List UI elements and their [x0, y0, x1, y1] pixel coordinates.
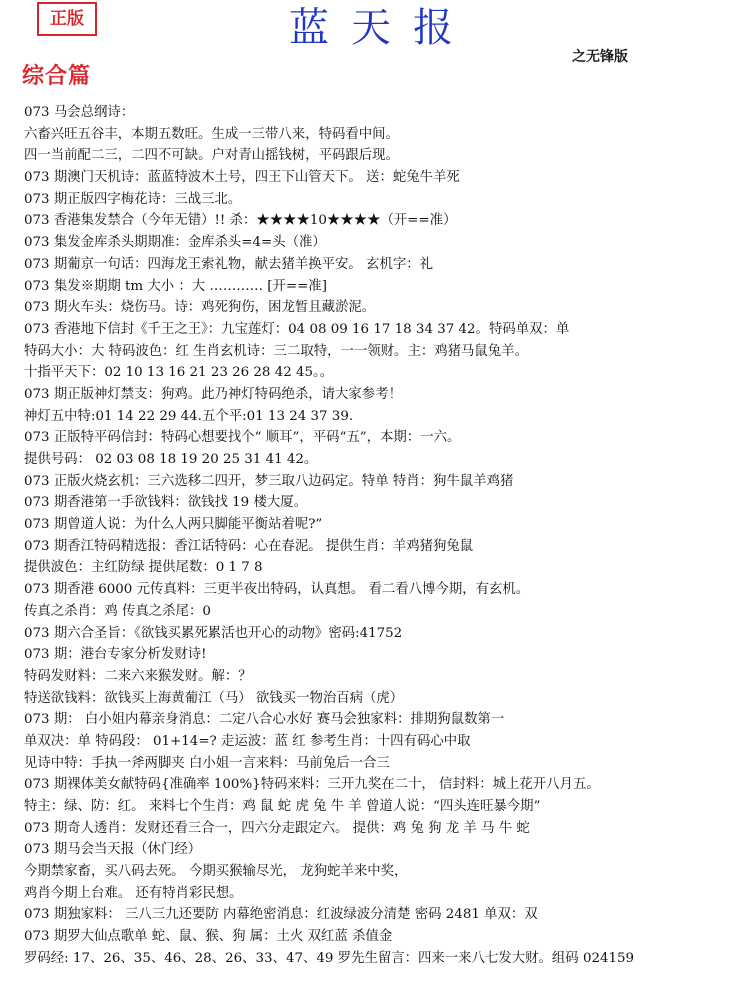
text-line: 073 期六合圣旨：《欲钱买累死累活也开心的动物》密码:41752: [24, 625, 403, 641]
text-line: 特送欲钱料：欲钱买上海黄葡江（马） 欲钱买一物治百病（虎）: [24, 690, 404, 706]
text-line: 073 期正版神灯禁支：狗鸡。此乃神灯特码绝杀，请大家参考！: [24, 386, 402, 402]
text-line: 073 期香江特码精选报：香江话特码：心在春泥。 提供生肖：羊鸡猪狗兔鼠: [24, 538, 474, 554]
content-lines: [24, 102, 740, 970]
text-line: 073 期火车头：烧伤马。诗：鸡死狗伤，困龙暂且藏淤泥。: [24, 300, 376, 316]
text-line: 罗码经: 17、26、35、46、28、26、33、47、49 罗先生留言：四来一来八七发大财。组码 024159: [24, 950, 635, 966]
text-line: 073 马会总纲诗：: [24, 105, 135, 120]
text-line: 073 期奇人透肖：发财还看三合一，四六分走跟定六。 提供：鸡 兔 狗 龙 羊 马 牛 蛇: [24, 820, 530, 836]
text-line: 073 期澳门天机诗：蓝蓝特波木土号，四王下山管天下。 送：蛇兔牛羊死: [24, 170, 460, 186]
text-line: 073 期罗大仙点歌单 蛇、鼠、猴、狗 属：土火 双红蓝 杀值金: [24, 929, 393, 945]
text-line: 四一当前配二三，二四不可缺。户对青山摇钱树，平码跟后现。: [24, 148, 399, 164]
text-line: 073 期裸体美女献特码{准确率 100%}特码来料：三开九奖在二十， 信封料：城上花开八月五。: [24, 777, 600, 793]
text-line: 073 期：港台专家分析发财诗!: [24, 647, 207, 663]
text-line: 见诗中特：手执一斧两脚夹 白小姐一言来料：马前兔后一合三: [24, 755, 390, 771]
text-line: 073 期曾道人说：为什么人两只脚能平衡站着呢?”: [24, 517, 323, 533]
text-line: 传真之杀肖：鸡 传真之杀尾：0: [24, 603, 211, 619]
text-line: 特码发财料：二来六来猴发财。解：？: [24, 668, 252, 684]
text-line: 鸡肖今期上台难。 还有特肖彩民想。: [24, 885, 243, 901]
text-line: 今期禁家畜，买八码去死。 今期买猴输尽光， 龙狗蛇羊来中奖，: [24, 864, 408, 880]
text-line: 073 正版火烧玄机：三六选移二四开，梦三取八边码定。特单 特肖：狗牛鼠羊鸡猪: [24, 473, 514, 489]
text-line: 六畜兴旺五谷丰，本期五数旺。生成一三带八来，特码看中间。: [24, 126, 399, 142]
page-title: 蓝天报: [289, 5, 475, 51]
text-line: 提供号码： 02 03 08 18 19 20 25 31 41 42。: [24, 452, 318, 467]
text-line: 特码大小：大 特码波色：红 生肖玄机诗：三二取特，一一领财。主：鸡猪马鼠兔羊。: [24, 343, 528, 359]
text-line: 十指平天下：02 10 13 16 21 23 26 28 42 45。。: [24, 365, 334, 381]
text-line: 073 香港集发禁合（今年无错）!! 杀：★★★★10★★★★（开==准）: [24, 213, 457, 229]
text-line: 073 期： 白小姐内幕亲身消息：二定八合心水好 赛马会独家料：排期狗鼠数第一: [24, 712, 505, 728]
text-line: 073 期正版四字梅花诗：三战三北。: [24, 191, 242, 207]
text-line: 073 集发※期期 tm 大小 ：大 ………… [开==准]: [24, 278, 327, 294]
text-line: 073 正版特平码信封：特码心想要找个“ 顺耳”，平码“五”，本期：一六。: [24, 430, 461, 446]
genuine-stamp: 正版: [37, 2, 97, 36]
text-line: 073 香港地下信封《千王之王》：九宝莲灯：04 08 09 16 17 18 34 37 42。特码单双：单: [24, 321, 570, 337]
text-line: 神灯五中特:01 14 22 29 44.五个平:01 13 24 37 39.: [24, 408, 354, 424]
text-line: 073 期独家料： 三八三九还要防 内幕绝密消息：红波绿波分清楚 密码 2481 单双：双: [24, 907, 538, 923]
text-line: 073 期葡京一句话：四海龙王索礼物，献去猪羊换平安。 玄机字：礼: [24, 256, 434, 272]
text-line: 073 集发金库杀头期期准：金库杀头=4=头（准）: [24, 235, 326, 251]
text-line: 073 期马会当天报（休门经）: [24, 842, 202, 858]
edition-label: 之无锋版: [572, 49, 628, 65]
section-heading: 综合篇: [22, 64, 92, 89]
text-line: 提供波色：主红防绿 提供尾数：0 1 7 8: [24, 560, 263, 576]
text-line: 073 期香港第一手欲钱料：欲钱找 19 楼大厦。: [24, 495, 308, 511]
text-line: 073 期香港 6000 元传真料：三更半夜出特码，认真想。 看二看八博今期，有玄机。: [24, 582, 530, 598]
text-line: 特主：绿、防：红。 来料七个生肖：鸡 鼠 蛇 虎 兔 牛 羊 曾道人说：“四头连旺暴今期”: [24, 799, 541, 814]
text-line: 单双决：单 特码段： 01+14=? 走运波：蓝 红 参考生肖：十四有码心中取: [24, 733, 471, 749]
